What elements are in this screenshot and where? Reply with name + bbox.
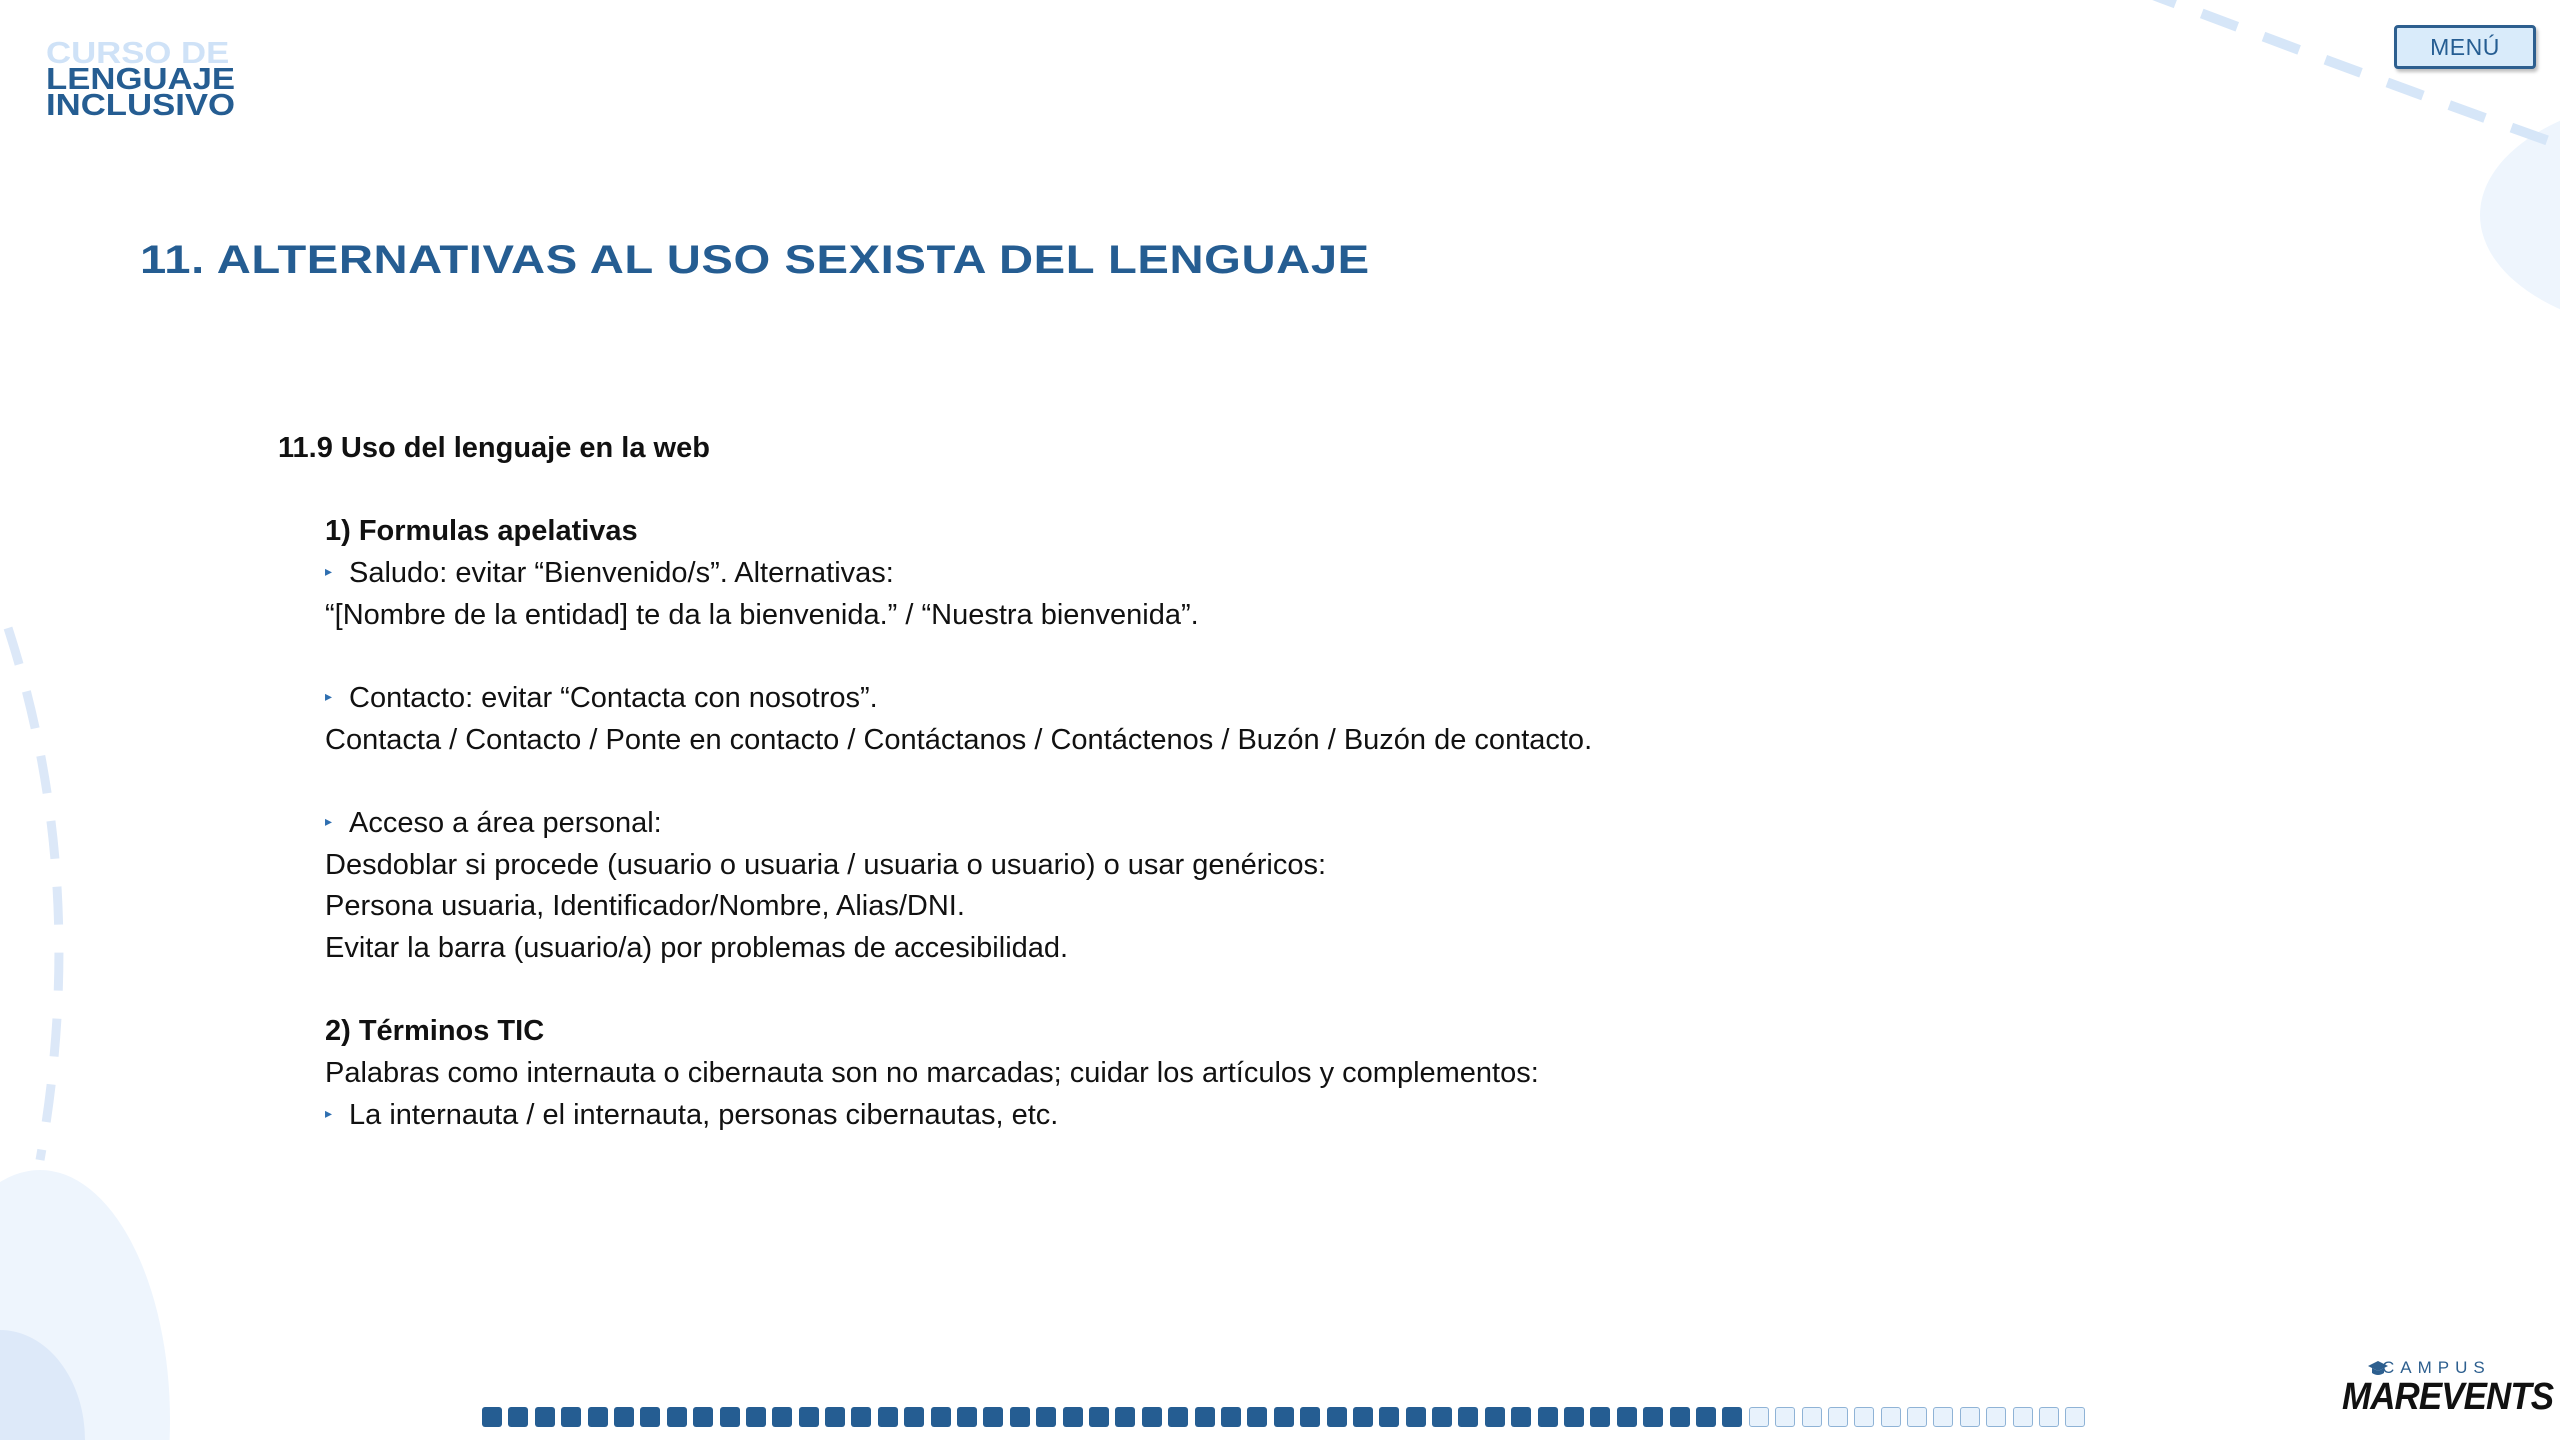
progress-segment-completed [825,1407,845,1427]
progress-segment-pending [1802,1407,1822,1427]
triangle-bullet-icon: ▸ [325,813,333,830]
acceso-item [325,805,662,842]
progress-segment-completed [772,1407,792,1427]
logo-name-text: MAREVENTS [2342,1376,2554,1418]
progress-segment-completed [614,1407,634,1427]
progress-segment-completed [1538,1407,1558,1427]
progress-segment-pending [2013,1407,2033,1427]
progress-segment-completed [1195,1407,1215,1427]
progress-segment-completed [1643,1407,1663,1427]
progress-segment-completed [1089,1407,1109,1427]
progress-segment-completed [1300,1407,1320,1427]
progress-segment-completed [1670,1407,1690,1427]
campus-marevents-logo [2342,1358,2554,1418]
part1-heading: 1) Formulas apelativas [325,515,638,547]
progress-segment-completed [693,1407,713,1427]
progress-segment-pending [1749,1407,1769,1427]
progress-segment-completed [1458,1407,1478,1427]
section-heading: 11.9 Uso del lenguaje en la web [278,432,710,464]
acceso-line-1: Desdoblar si procede (usuario o usuaria / usuaria o usuario) o usar genéricos: [325,849,1327,881]
progress-segment-completed [904,1407,924,1427]
progress-segment-completed [1115,1407,1135,1427]
page-title: 11. ALTERNATIVAS AL USO SEXISTA DEL LENGUAJE [140,238,1370,282]
tic-item [325,1097,1058,1134]
progress-segment-pending [1854,1407,1874,1427]
progress-segment-completed [1379,1407,1399,1427]
acceso-line-3: Evitar la barra (usuario/a) por problemas de accesibilidad. [325,932,1069,964]
brand-line-1: CURSO DE [46,35,230,70]
progress-segment-completed [957,1407,977,1427]
progress-segment-completed [1221,1407,1241,1427]
progress-segment-completed [1722,1407,1742,1427]
triangle-bullet-icon: ▸ [325,688,333,705]
progress-segment-pending [1907,1407,1927,1427]
menu-button[interactable]: MENÚ [2394,25,2536,69]
contacto-bullet-text: Contacto: evitar “Contacta con nosotros”. [349,682,878,714]
progress-segment-completed [1406,1407,1426,1427]
progress-segment-pending [2039,1407,2059,1427]
progress-segment-completed [1142,1407,1162,1427]
progress-segment-pending [1828,1407,1848,1427]
progress-segment-completed [1247,1407,1267,1427]
contacto-alternatives: Contacta / Contacto / Ponte en contacto / Contáctanos / Contáctenos / Buzón / Buzón de contacto. [325,724,1593,756]
saludo-alternatives: “[Nombre de la entidad] te da la bienvenida.” / “Nuestra bienvenida”. [325,599,1199,631]
contacto-item [325,680,878,717]
part2-heading: 2) Términos TIC [325,1015,545,1047]
progress-segment-completed [1327,1407,1347,1427]
progress-segment-pending [1881,1407,1901,1427]
progress-segment-completed [1274,1407,1294,1427]
brand-line-2: LENGUAJE [46,61,236,96]
progress-segment-pending [2065,1407,2085,1427]
progress-segment-completed [1010,1407,1030,1427]
progress-segment-pending [1775,1407,1795,1427]
progress-segment-completed [640,1407,660,1427]
progress-segment-completed [1432,1407,1452,1427]
progress-segment-completed [983,1407,1003,1427]
progress-segment-completed [799,1407,819,1427]
progress-segment-completed [1485,1407,1505,1427]
acceso-bullet-text: Acceso a área personal: [349,807,662,839]
triangle-bullet-icon: ▸ [325,563,333,580]
progress-segment-completed [1168,1407,1188,1427]
progress-segment-completed [508,1407,528,1427]
progress-segment-completed [667,1407,687,1427]
progress-segment-completed [1617,1407,1637,1427]
progress-segment-completed [878,1407,898,1427]
progress-segment-completed [1696,1407,1716,1427]
part2-text: Palabras como internauta o cibernauta son no marcadas; cuidar los artículos y complementos: [325,1057,1539,1089]
progress-segment-completed [931,1407,951,1427]
progress-segment-completed [482,1407,502,1427]
saludo-item [325,555,894,592]
progress-segment-completed [588,1407,608,1427]
progress-segment-completed [1564,1407,1584,1427]
triangle-bullet-icon: ▸ [325,1105,333,1122]
progress-segment-pending [1933,1407,1953,1427]
progress-segment-completed [1063,1407,1083,1427]
acceso-line-2: Persona usuaria, Identificador/Nombre, Alias/DNI. [325,890,965,922]
progress-segment-completed [1590,1407,1610,1427]
logo-campus-text: CAMPUS [2382,1358,2491,1377]
progress-segment-completed [746,1407,766,1427]
progress-segment-pending [1960,1407,1980,1427]
brand-line-3: INCLUSIVO [46,87,236,122]
slide-progress-bar [482,1407,2085,1427]
progress-segment-completed [720,1407,740,1427]
progress-segment-completed [1036,1407,1056,1427]
progress-segment-completed [851,1407,871,1427]
progress-segment-pending [1986,1407,2006,1427]
course-brand [46,35,236,122]
progress-segment-completed [1511,1407,1531,1427]
progress-segment-completed [535,1407,555,1427]
progress-segment-completed [561,1407,581,1427]
tic-bullet-text: La internauta / el internauta, personas cibernautas, etc. [349,1099,1059,1131]
progress-segment-completed [1353,1407,1373,1427]
saludo-bullet-text: Saludo: evitar “Bienvenido/s”. Alternativas: [349,557,894,589]
